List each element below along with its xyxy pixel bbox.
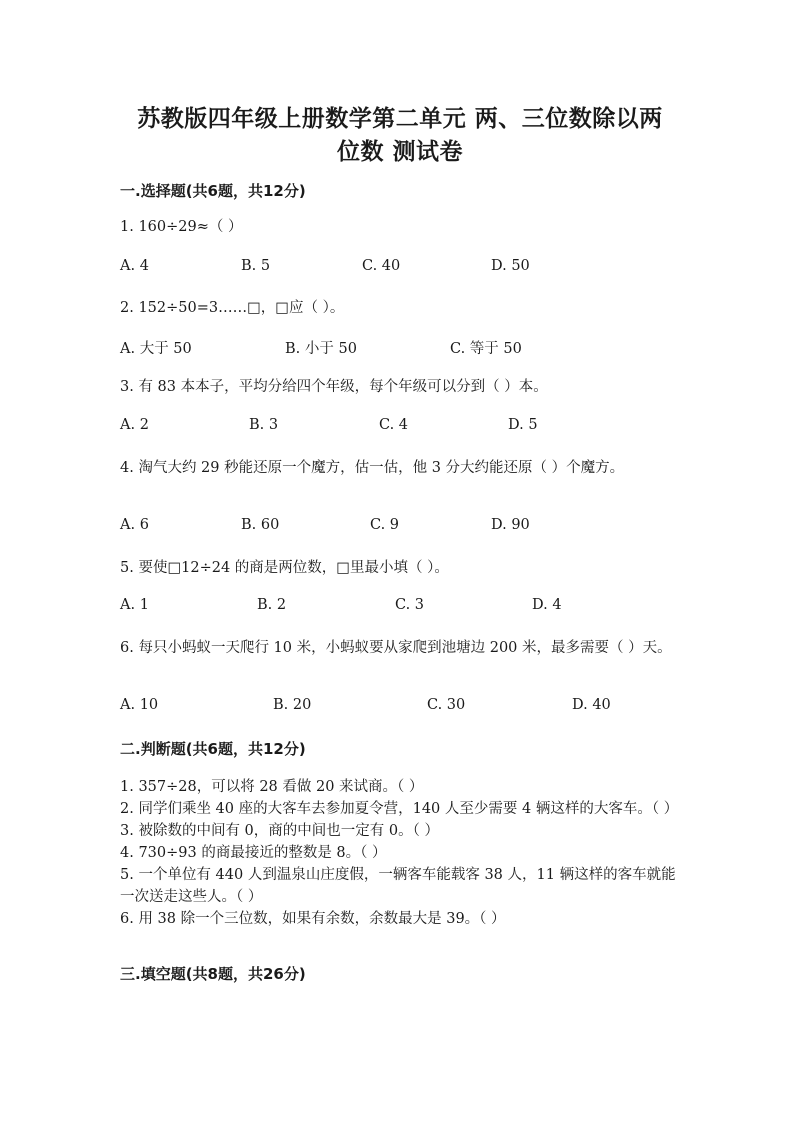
option-b[interactable]: B. 2 xyxy=(257,597,287,613)
choice-question-2: 2. 152÷50=3……□，□应（ ）。 xyxy=(120,300,345,316)
option-c[interactable]: C. 30 xyxy=(427,697,466,713)
exam-title-line-1: 苏教版四年级上册数学第二单元 两、三位数除以两 xyxy=(137,106,663,132)
choice-question-5: 5. 要使□12÷24 的商是两位数，□里最小填（ ）。 xyxy=(120,560,449,576)
option-a[interactable]: A. 4 xyxy=(120,258,149,274)
choice-options-5 xyxy=(120,597,680,619)
option-c[interactable]: C. 4 xyxy=(379,417,409,433)
option-b[interactable]: B. 3 xyxy=(249,417,279,433)
judge-question-list xyxy=(120,776,680,930)
choice-options-1 xyxy=(120,258,680,280)
section-heading-choice: 一.选择题(共6题，共12分) xyxy=(120,182,306,200)
choice-options-3 xyxy=(120,417,680,439)
option-c[interactable]: C. 3 xyxy=(395,597,425,613)
option-a[interactable]: A. 6 xyxy=(120,517,149,533)
judge-question-1: 1. 357÷28，可以将 28 看做 20 来试商。（ ） xyxy=(120,779,424,795)
section-heading-judge: 二.判断题(共6题，共12分) xyxy=(120,740,306,758)
choice-question-6: 6. 每只小蚂蚁一天爬行 10 米，小蚂蚁要从家爬到池塘边 200 米，最多需要（ ）天。 xyxy=(120,640,672,656)
choice-options-6 xyxy=(120,697,680,719)
option-d[interactable]: D. 4 xyxy=(532,597,562,613)
option-d[interactable]: D. 90 xyxy=(491,517,530,533)
exam-title-line-2: 位数 测试卷 xyxy=(336,139,463,165)
judge-question-6: 6. 用 38 除一个三位数，如果有余数，余数最大是 39。（ ） xyxy=(120,911,506,927)
option-a[interactable]: A. 1 xyxy=(120,597,149,613)
option-a[interactable]: A. 2 xyxy=(120,417,149,433)
option-d[interactable]: D. 50 xyxy=(491,258,530,274)
option-b[interactable]: B. 小于 50 xyxy=(285,341,357,357)
judge-question-2: 2. 同学们乘坐 40 座的大客车去参加夏令营，140 人至少需要 4 辆这样的大客车。（ ） xyxy=(120,801,679,817)
option-b[interactable]: B. 5 xyxy=(241,258,271,274)
option-d[interactable]: D. 5 xyxy=(508,417,538,433)
option-c[interactable]: C. 40 xyxy=(362,258,401,274)
option-d[interactable]: D. 40 xyxy=(572,697,611,713)
judge-question-5: 5. 一个单位有 440 人到温泉山庄度假，一辆客车能载客 38 人，11 辆这样的客车就能一次送走这些人。（ ） xyxy=(120,867,676,905)
choice-question-4: 4. 淘气大约 29 秒能还原一个魔方，估一估，他 3 分大约能还原（ ）个魔方。 xyxy=(120,460,625,476)
choice-options-2 xyxy=(120,337,680,359)
section-heading-fill: 三.填空题(共8题，共26分) xyxy=(120,965,306,983)
judge-question-3: 3. 被除数的中间有 0，商的中间也一定有 0。（ ） xyxy=(120,823,439,839)
option-a[interactable]: A. 10 xyxy=(120,697,159,713)
option-c[interactable]: C. 等于 50 xyxy=(450,341,522,357)
choice-question-1: 1. 160÷29≈（ ） xyxy=(120,219,243,235)
option-c[interactable]: C. 9 xyxy=(370,517,400,533)
option-a[interactable]: A. 大于 50 xyxy=(120,341,192,357)
choice-options-4 xyxy=(120,517,680,539)
choice-question-3: 3. 有 83 本本子，平均分给四个年级，每个年级可以分到（ ）本。 xyxy=(120,379,548,395)
option-b[interactable]: B. 60 xyxy=(241,517,280,533)
judge-question-4: 4. 730÷93 的商最接近的整数是 8。（ ） xyxy=(120,845,387,861)
option-b[interactable]: B. 20 xyxy=(273,697,312,713)
